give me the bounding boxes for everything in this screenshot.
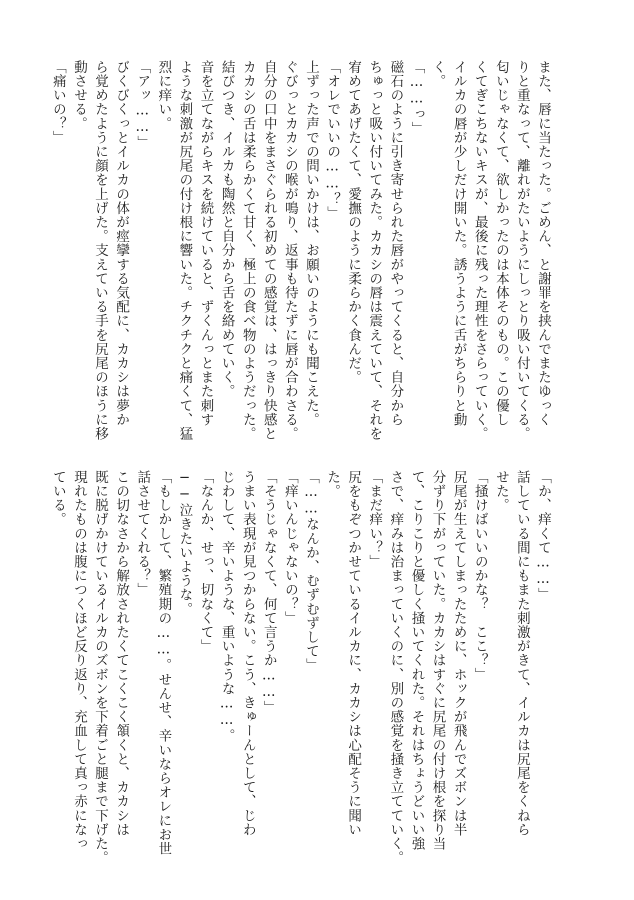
lower-text-block [49,470,552,865]
text-line: 自分の口中をまさぐられる初めての感覚は、はっきり快感と [260,60,277,441]
text-line: ──泣きたいような。 [176,470,193,616]
text-line: 「なんか、せっ、切なくて」 [197,470,214,654]
text-line: 「痛いの？」 [49,60,66,145]
text-line: 「痒いんじゃないの？」 [281,470,298,626]
text-line: 上ずった声での問いかけは、お願いのようにも聞こえた。 [302,60,319,427]
text-line: 尻尾が生えてしまったために、ホックが飛んでズボンは半 [450,470,467,837]
text-line: せた。 [492,470,509,513]
text-line: 磁石のように引き寄せられた唇がやってくると、自分から [387,60,404,427]
upper-text-block [49,60,552,445]
text-line: カカシの舌は柔らかくて甘く、極上の食べ物のようだった。 [239,60,256,441]
text-line: 「……っ」 [408,60,425,136]
text-line: 「もしかして、繁殖期の……。せんせ、辛いならオレにお世 [155,470,172,856]
text-line: うまい表現が見つからない。こう、きゅーんとして、じわ [239,470,256,837]
text-line: 「か、痒くて……」 [535,470,551,602]
text-line: 分ずり下がっていた。カカシはすぐに尻尾の付け根を探り当 [429,470,446,851]
text-line: びくびくっとイルカの体が痙攣する気配に、カカシは夢か [113,60,130,427]
text-line: 「まだ痒い？」 [366,470,383,569]
text-line: さで、痒みは治まっていくのに、別の感覚を掻き立てていく。 [387,470,404,865]
text-line: ぐびっとカカシの喉が鳴り、返事も待たずに唇が合わさる。 [281,60,298,441]
text-line: く。 [429,60,446,89]
text-line: ら覚めたように顔を上げた。支えている手を尻尾のほうに移 [92,60,109,441]
text-line: 尻をもぞつかせているイルカに、カカシは心配そうに聞い [345,470,362,837]
text-line: また、唇に当たった。ごめん、と謝罪を挟んでまたゆっく [535,60,551,427]
text-line: 宥めてあげたくて、愛撫のように柔らかく食んだ。 [345,60,362,385]
text-line: 「アッ……」 [134,60,151,150]
text-line: 烈に痒い。 [155,60,172,131]
text-line: 動させる。 [70,60,87,131]
text-line: 現れたものは腹につくほど反り返り、充血して真っ赤になっ [70,470,87,851]
text-line: 「オレでいいの……？」 [324,60,341,221]
text-line: 「そうじゃなくて、何て言うか……」 [260,470,277,715]
text-line: 話している間にもまた刺激がきて、イルカは尻尾をくねら [513,470,530,837]
text-line: て、こりこりと優しく掻いてくれた。それはちょうどいい強 [408,470,425,851]
text-line: この切なさから解放されたくてこくこく頷くと、カカシは [113,470,130,837]
text-line: じわして、辛いような、重いような……。 [218,470,235,743]
text-line: 既に脱げかけているイルカのズボンを下着ごと腿まで下げた。 [92,470,109,865]
text-line: 話させてくれる？」 [134,470,151,597]
text-line: 結びつき、イルカも陶然と自分から舌を絡めていく。 [218,60,235,399]
text-line: りと重なって、離れがたいようにしっとり吸い付いてくる。 [513,60,530,441]
text-line: 「……なんか、むずむずして」 [302,470,319,673]
text-line: ような刺激が尻尾の付け根に響いた。チクチクと痛くて、猛 [176,60,193,441]
text-line: ている。 [49,470,66,527]
text-line: イルカの唇が少しだけ開いた。誘うように舌がちらりと動 [450,60,467,427]
text-line: 匂いじゃなくて、欲しかったのは本体そのもの。この優し [492,60,509,427]
text-line: 音を立てながらキスを続けていると、ずくんっとまた刺す [197,60,214,427]
text-line: た。 [324,470,341,499]
text-line: 「掻けばいいのかな？ ここ？」 [471,470,488,682]
text-line: ちゅっと吸い付いてみた。カカシの唇は震えていて、それを [366,60,383,441]
text-line: くてぎこちないキスが、最後に残った理性をさらっていく。 [471,60,488,441]
